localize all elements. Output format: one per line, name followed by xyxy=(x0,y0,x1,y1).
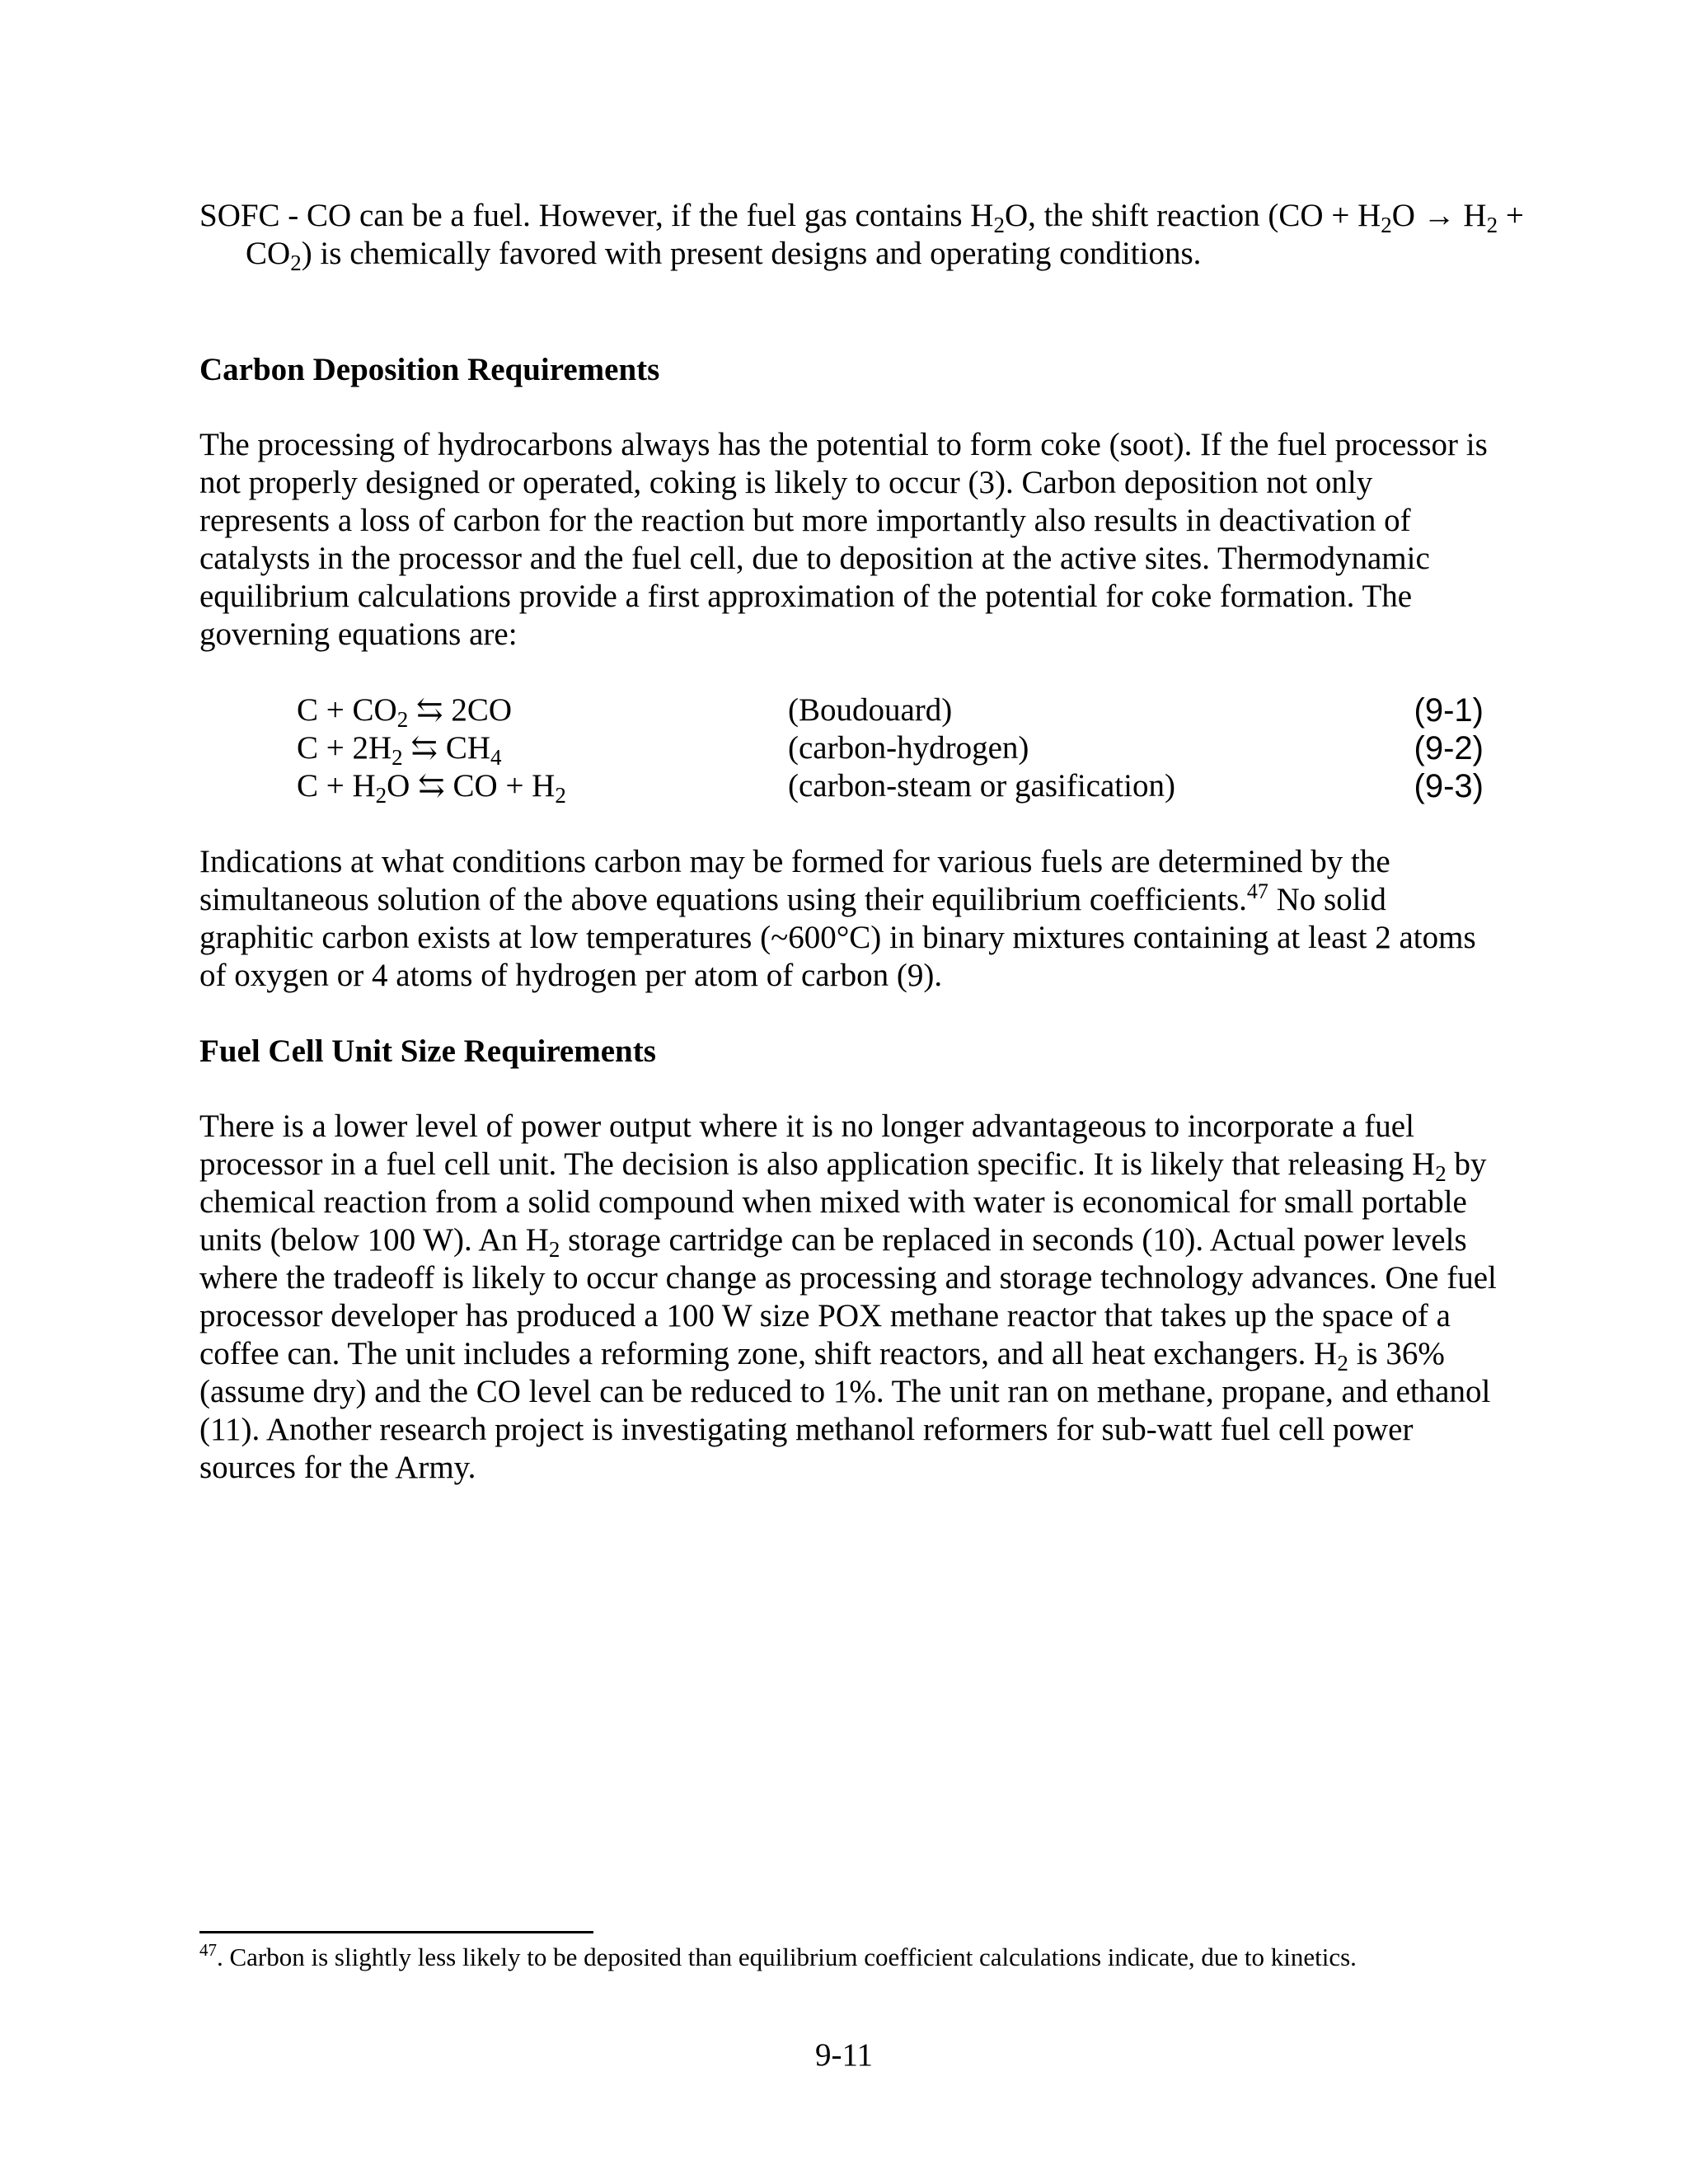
equation-number: (9-1) xyxy=(1414,692,1484,729)
subscript: 2 xyxy=(993,213,1005,237)
text-run: O, the shift reaction (CO + H xyxy=(1004,198,1381,233)
subscript: 2 xyxy=(548,1237,560,1262)
subscript: 2 xyxy=(1435,1161,1447,1186)
text-run: storage cartridge can be replaced in seconds (10). Actual power levels where the tradeoff is likely to occur change as processing and storage technology advances. One fuel processor developer has produced a 100 W size POX methane reactor that takes up the space of a coffee can. The unit includes a reforming zone, shift reactors, and all heat exchangers. H xyxy=(199,1222,1497,1371)
text-run: There is a lower level of power output where it is no longer advantageous to incorporate a fuel processor in a fuel cell unit. The decision is also application specific. It is likely that releasing H xyxy=(199,1108,1436,1182)
equation-formula: $C + 2H_2$ ⇆ $CH_4$ xyxy=(297,730,502,770)
subscript: 2 xyxy=(1486,213,1498,237)
equation-label: (carbon-hydrogen) xyxy=(788,730,1029,766)
unit-size-paragraph xyxy=(199,1108,1502,1487)
equation-label: (carbon-steam or gasification) xyxy=(788,768,1175,804)
carbon-deposition-heading: Carbon Deposition Requirements xyxy=(199,352,660,387)
indications-paragraph xyxy=(199,843,1502,995)
footnote-separator xyxy=(199,1931,593,1933)
carbon-deposition-paragraph xyxy=(199,426,1502,654)
footnote-reference[interactable]: 47 xyxy=(1246,879,1268,903)
subscript: 2 xyxy=(1381,213,1392,237)
equation-formula: $C + H_2O$ ⇆ CO + $H_2$ xyxy=(297,768,566,808)
text-run: is 36% (assume dry) and the CO level can be reduced to 1%. The unit ran on methane, propane, and ethanol (11). Another research project is investigating methanol reformers for sub-watt fuel cell power sources for the Army. xyxy=(199,1336,1491,1485)
text-run: ) is chemically favored with present designs and operating conditions. xyxy=(301,236,1202,271)
text-run: by chemical reaction from a solid compound when mixed with water is economical for small portable units (below 100 W). An H xyxy=(199,1146,1487,1258)
equation-label: (Boudouard) xyxy=(788,692,953,728)
subscript: 2 xyxy=(1337,1351,1348,1376)
paragraph-text: The processing of hydrocarbons always has the potential to form coke (soot). If the fuel processor is not properly designed or operated, coking is likely to occur (3). Carbon deposition not only represents a loss of carbon for the reaction but more importantly also results in deactivation of catalysts in the processor and the fuel cell, due to deposition at the active sites. Thermodynamic equilibrium calculations provide a first approximation of the potential for coke formation. The governing equations are: xyxy=(199,427,1488,652)
text-run: No solid graphitic carbon exists at low temperatures (~600°C) in binary mixtures containing at least 2 atoms of oxygen or 4 atoms of hydrogen per atom of carbon (9). xyxy=(199,882,1476,993)
text-run: SOFC - CO can be a fuel. However, if the fuel gas contains H xyxy=(199,198,994,233)
equation-number: (9-3) xyxy=(1414,768,1484,804)
equation-formula: $C + CO_2$ ⇆ 2CO xyxy=(297,692,513,732)
text-run: O → H xyxy=(1391,198,1487,233)
equation-row xyxy=(0,729,1688,770)
subscript: 2 xyxy=(290,251,302,275)
unit-size-heading: Fuel Cell Unit Size Requirements xyxy=(199,1033,656,1069)
text-run: Indications at what conditions carbon may be formed for various fuels are determined by the simultaneous solution of the above equations using their equilibrium coefficients. xyxy=(199,844,1390,917)
page-number: 9-11 xyxy=(814,2037,874,2073)
text-run: + CO xyxy=(246,198,1524,271)
equation-row xyxy=(0,767,1688,808)
sofc-paragraph xyxy=(199,197,1548,273)
equation-number: (9-2) xyxy=(1414,730,1484,766)
equation-row xyxy=(0,691,1688,732)
footnote-text: . Carbon is slightly less likely to be deposited than equilibrium coefficient calculations indicate, due to kinetics. xyxy=(217,1943,1357,1971)
footnote xyxy=(199,1941,1518,1974)
footnote-mark: 47 xyxy=(199,1940,217,1960)
